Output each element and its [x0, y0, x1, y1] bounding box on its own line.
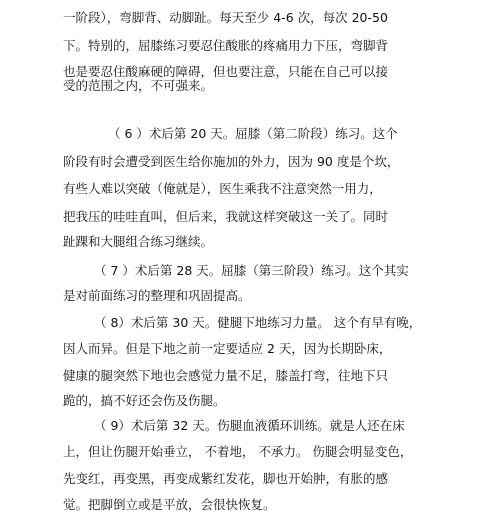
text-line: 趾踝和大腿组合练习继续。: [63, 234, 214, 249]
text-line: 也是要忍住酸麻硬的障碍，但也要注意，只能在自己可以接: [63, 64, 389, 79]
text-line: （ 6 ）术后第 20 天。屈膝（第二阶段）练习。这个: [108, 126, 398, 141]
text-line: 因人而异。但是下地之前一定要适应 2 天，因为长期卧床，: [63, 341, 392, 356]
text-line: 有些人难以突破（俺就是），医生乘我不注意突然一用力，: [63, 181, 382, 196]
text-line: 受的范围之内，不可强来。: [63, 78, 214, 93]
text-line: 阶段有时会遭受到医生给你施加的外力，因为 90 度是个坎，: [63, 154, 400, 169]
text-line: 下。特别的，屈膝练习要忍住酸胀的疼痛用力下压，弯脚背: [63, 38, 389, 53]
text-line: 一阶段），弯脚背、动脚趾。每天至少 4-6 次，每次 20-50: [63, 10, 388, 25]
text-line: （ 9）术后第 32 天。伤腿血液循环训练。就是人还在床: [94, 418, 405, 433]
text-line: 觉。把脚倒立或是平放，会很快恢复。: [63, 497, 276, 512]
text-line: 先变红，再变黑，再变成紫红发花，脚也开始肿，有胀的感: [63, 471, 389, 486]
text-line: 跪的，搞不好还会伤及伤腿。: [63, 393, 226, 408]
text-line: 是对前面练习的整理和巩固提高。: [63, 288, 251, 303]
text-line: 把我压的哇哇直叫，但后来，我就这样突破这一关了。同时: [63, 209, 389, 224]
text-line: 健康的腿突然下地也会感觉力量不足，膝盖打弯，往地下只: [63, 368, 389, 383]
text-line: （ 7 ）术后第 28 天。屈膝（第三阶段）练习。这个其实: [94, 263, 409, 278]
text-line: 上，但让伤腿开始垂立， 不着地， 不承力。 伤腿会明显变色，: [63, 444, 413, 459]
text-line: （ 8）术后第 30 天。健腿下地练习力量。 这个有早有晚，: [94, 315, 422, 330]
